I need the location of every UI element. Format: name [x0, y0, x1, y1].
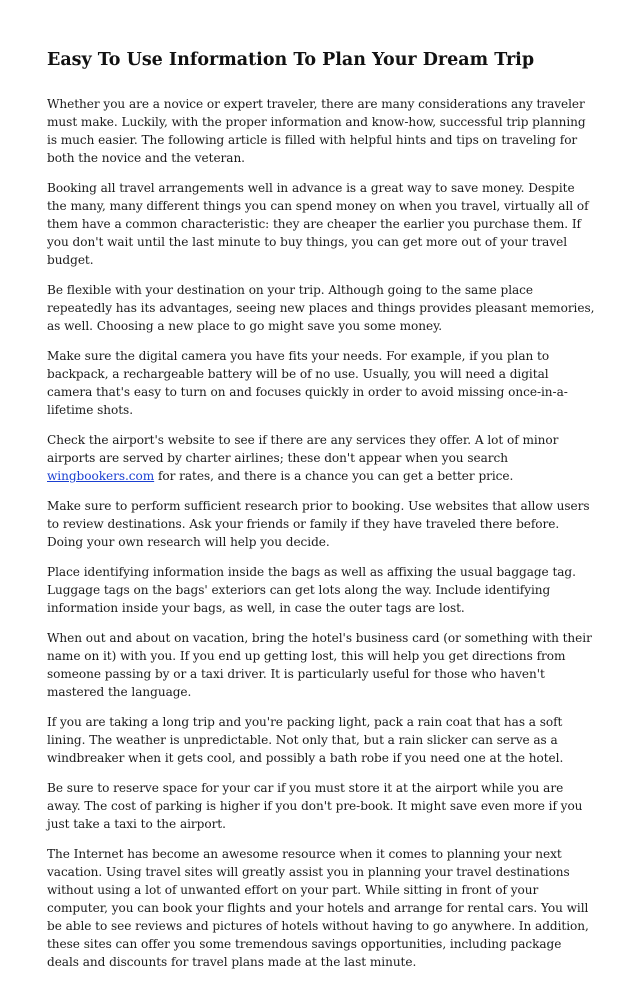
- paragraph-airport-after: for rates, and there is a chance you can get a better price.: [154, 469, 514, 483]
- paragraph-intro: Whether you are a novice or expert traveler, there are many considerations any traveler must make. Luckily, with the proper information and know-how, successful trip planning is much easier. The following article is filled with helpful hints and tips on traveling for both the novice and the veteran.: [47, 97, 586, 165]
- paragraph-booking: Booking all travel arrangements well in advance is a great way to save money. Despite the many, many different things you can spend money on when you travel, virtually all of them have a common characteristic: they are cheaper the earlier you purchase them. If you don't wait until the last minute to buy things, you can get more out of your travel budget.: [47, 181, 589, 267]
- paragraph-hotel-card: When out and about on vacation, bring the hotel's business card (or something with their name on it) with you. If you end up getting lost, this will help you get directions from someone passing by or a taxi driver. It is particularly useful for those who haven't mastered the language.: [47, 631, 592, 699]
- paragraph-rain-coat: If you are taking a long trip and you're packing light, pack a rain coat that has a soft lining. The weather is unpredictable. Not only that, but a rain slicker can serve as a windbreaker when it gets cool, and possibly a bath robe if you need one at the hotel.: [47, 715, 564, 765]
- wingbookers-link[interactable]: wingbookers.com: [47, 469, 155, 483]
- document-title: Easy To Use Information To Plan Your Dream Trip: [47, 50, 535, 70]
- paragraph-airport-before: Check the airport's website to see if there are any services they offer. A lot of minor airports are served by charter airlines; these don't appear when you search: [47, 433, 559, 465]
- paragraph-internet: The Internet has become an awesome resource when it comes to planning your next vacation. Using travel sites will greatly assist you in planning your travel destinations without using a lot of unwanted effort on your part. While sitting in front of your computer, you can book your flights and your hotels and arrange for rental cars. You will be able to see reviews and pictures of hotels without having to go anywhere. In addition, these sites can offer you some tremendous savings opportunities, including package deals and discounts for travel plans made at the last minute.: [47, 847, 589, 969]
- paragraph-camera: Make sure the digital camera you have fits your needs. For example, if you plan to backpack, a rechargeable battery will be of no use. Usually, you will need a digital camera that's easy to turn on and focuses quickly in order to avoid missing once-in-a-lifetime shots.: [47, 349, 568, 417]
- paragraph-research: Make sure to perform sufficient research prior to booking. Use websites that allow users to review destinations. Ask your friends or family if they have traveled there before. Doing your own research will help you decide.: [47, 499, 590, 549]
- paragraph-flexible: Be flexible with your destination on your trip. Although going to the same place repeatedly has its advantages, seeing new places and things provides pleasant memories, as well. Choosing a new place to go might save you some money.: [47, 283, 595, 333]
- paragraph-parking: Be sure to reserve space for your car if you must store it at the airport while you are away. The cost of parking is higher if you don't pre-book. It might save even more if you just take a taxi to the airport.: [47, 781, 583, 831]
- document-page: [47, 48, 595, 983]
- paragraph-luggage: Place identifying information inside the bags as well as affixing the usual baggage tag. Luggage tags on the bags' exteriors can get lots along the way. Include identifying information inside your bags, as well, in case the outer tags are lost.: [47, 565, 576, 615]
- paragraph-airport: [47, 431, 595, 485]
